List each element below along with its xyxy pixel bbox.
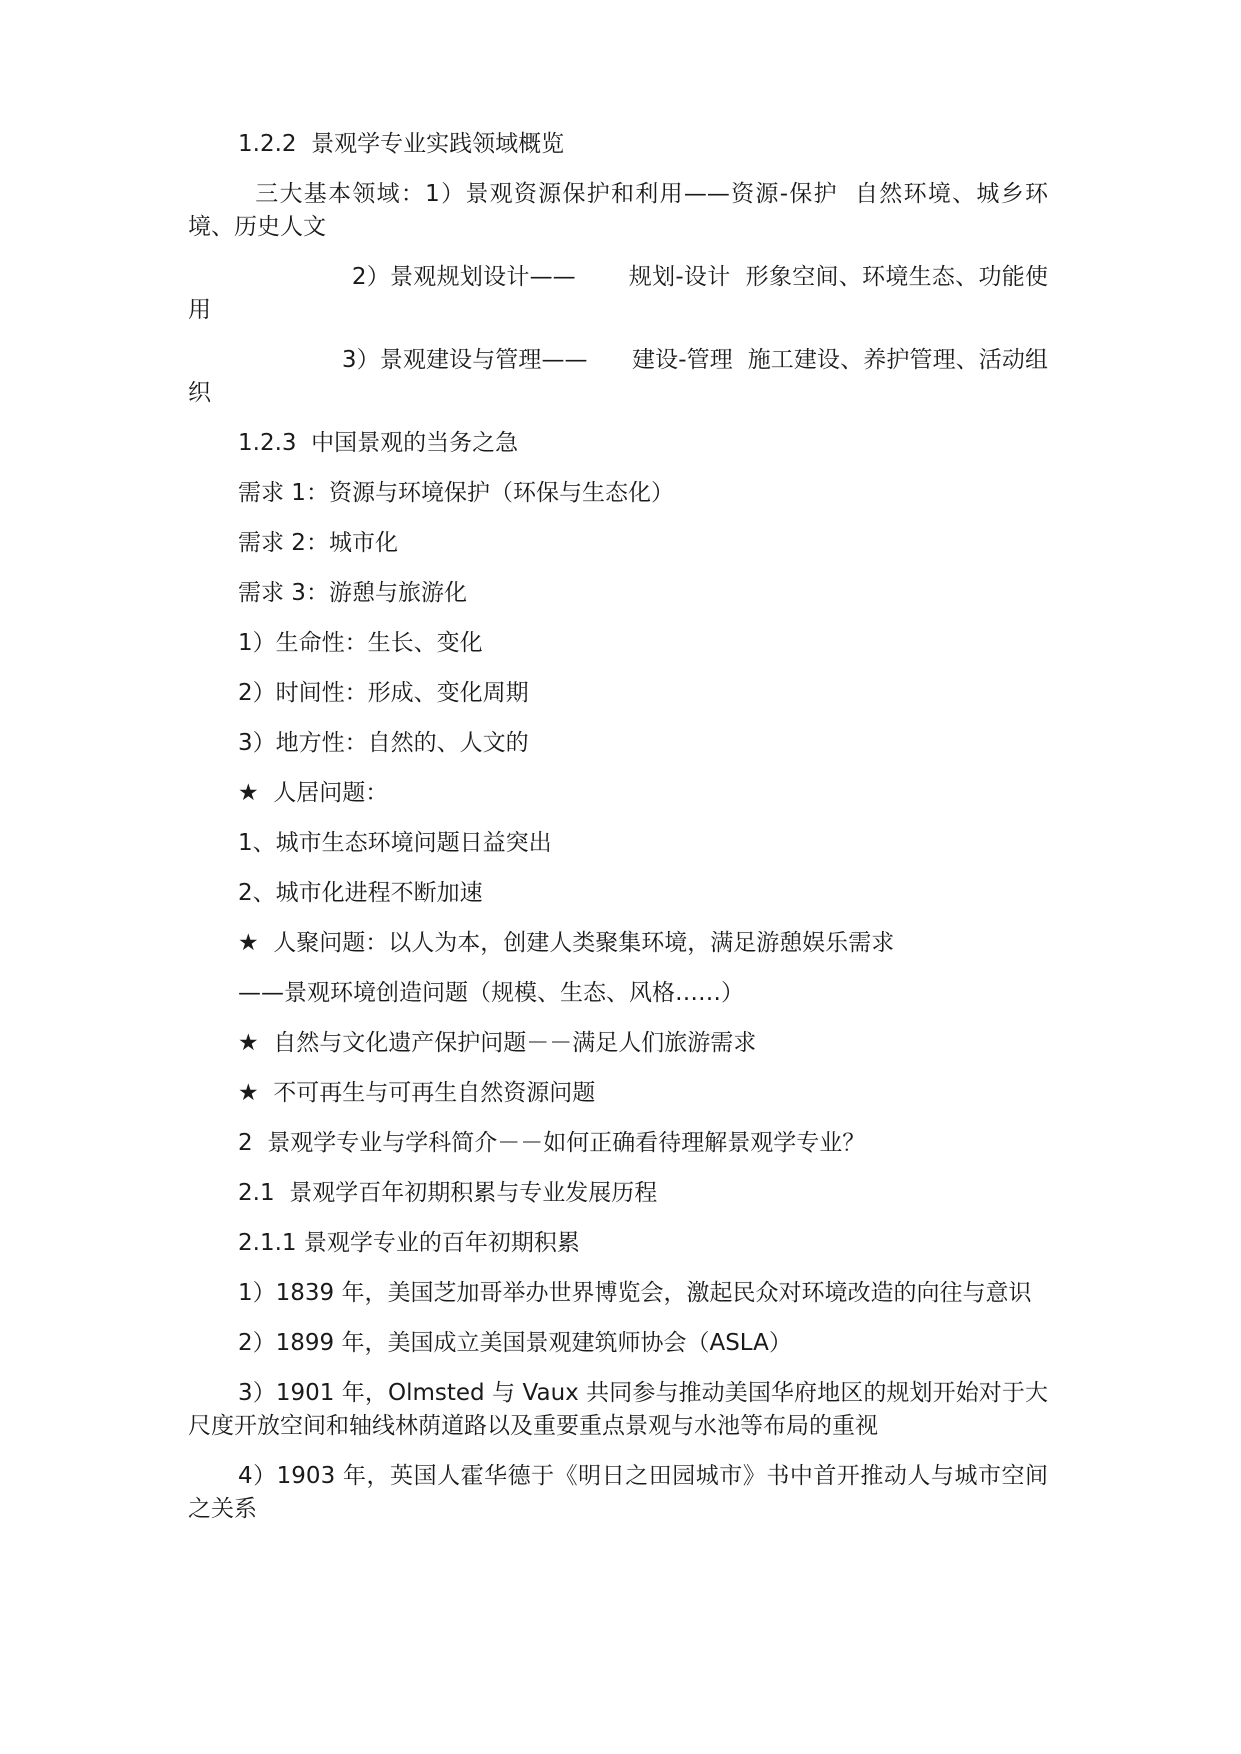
section-heading-2-1: 2.1 景观学百年初期积累与专业发展历程 — [238, 1180, 658, 1206]
history-item-1901: 3）1901 年，Olmsted 与 Vaux 共同参与推动美国华府地区的规划开始对于大尺度开放空间和轴线林荫道路以及重要重点景观与水池等布局的重视 — [188, 1380, 1048, 1439]
need-2: 需求 2：城市化 — [238, 530, 398, 556]
list-item-2: 2、城市化进程不断加速 — [238, 880, 483, 906]
star-item-heritage: ★ 自然与文化遗产保护问题－－满足人们旅游需求 — [238, 1030, 757, 1056]
section-heading-1-2-3: 1.2.3 中国景观的当务之急 — [238, 430, 519, 456]
list-item-1: 1、城市生态环境问题日益突出 — [238, 830, 552, 856]
property-time: 2）时间性：形成、变化周期 — [238, 680, 529, 706]
section-heading-2-1-1: 2.1.1 景观学专业的百年初期积累 — [238, 1230, 580, 1256]
paragraph-domain-2: 2）景观规划设计—— 规划-设计 形象空间、环境生态、功能使用 — [188, 264, 1048, 323]
star-item-resources: ★ 不可再生与可再生自然资源问题 — [238, 1080, 596, 1106]
property-place: 3）地方性：自然的、人文的 — [238, 730, 529, 756]
property-life: 1）生命性：生长、变化 — [238, 630, 483, 656]
document-body — [188, 128, 1048, 1543]
section-heading-2: 2 景观学专业与学科简介－－如何正确看待理解景观学专业？ — [238, 1130, 866, 1156]
history-item-1839: 1）1839 年，美国芝加哥举办世界博览会，激起民众对环境改造的向往与意识 — [238, 1280, 1032, 1306]
need-1: 需求 1：资源与环境保护（环保与生态化） — [238, 480, 674, 506]
paragraph-domain-1: 三大基本领域：1）景观资源保护和利用——资源-保护 自然环境、城乡环境、历史人文 — [188, 181, 1048, 240]
section-heading-1-2-2: 1.2.2 景观学专业实践领域概览 — [238, 131, 565, 157]
need-3: 需求 3：游憩与旅游化 — [238, 580, 467, 606]
paragraph-domain-3: 3）景观建设与管理—— 建设-管理 施工建设、养护管理、活动组织 — [188, 347, 1049, 406]
dash-item-environment: ——景观环境创造问题（规模、生态、风格……） — [238, 980, 744, 1006]
history-item-1899: 2）1899 年，美国成立美国景观建筑师协会（ASLA） — [238, 1330, 792, 1356]
star-item-gathering: ★ 人聚问题：以人为本，创建人类聚集环境，满足游憩娱乐需求 — [238, 930, 895, 956]
history-item-1903: 4）1903 年，英国人霍华德于《明日之田园城市》书中首开推动人与城市空间之关系 — [188, 1463, 1048, 1522]
star-item-habitat: ★ 人居问题： — [238, 780, 389, 806]
